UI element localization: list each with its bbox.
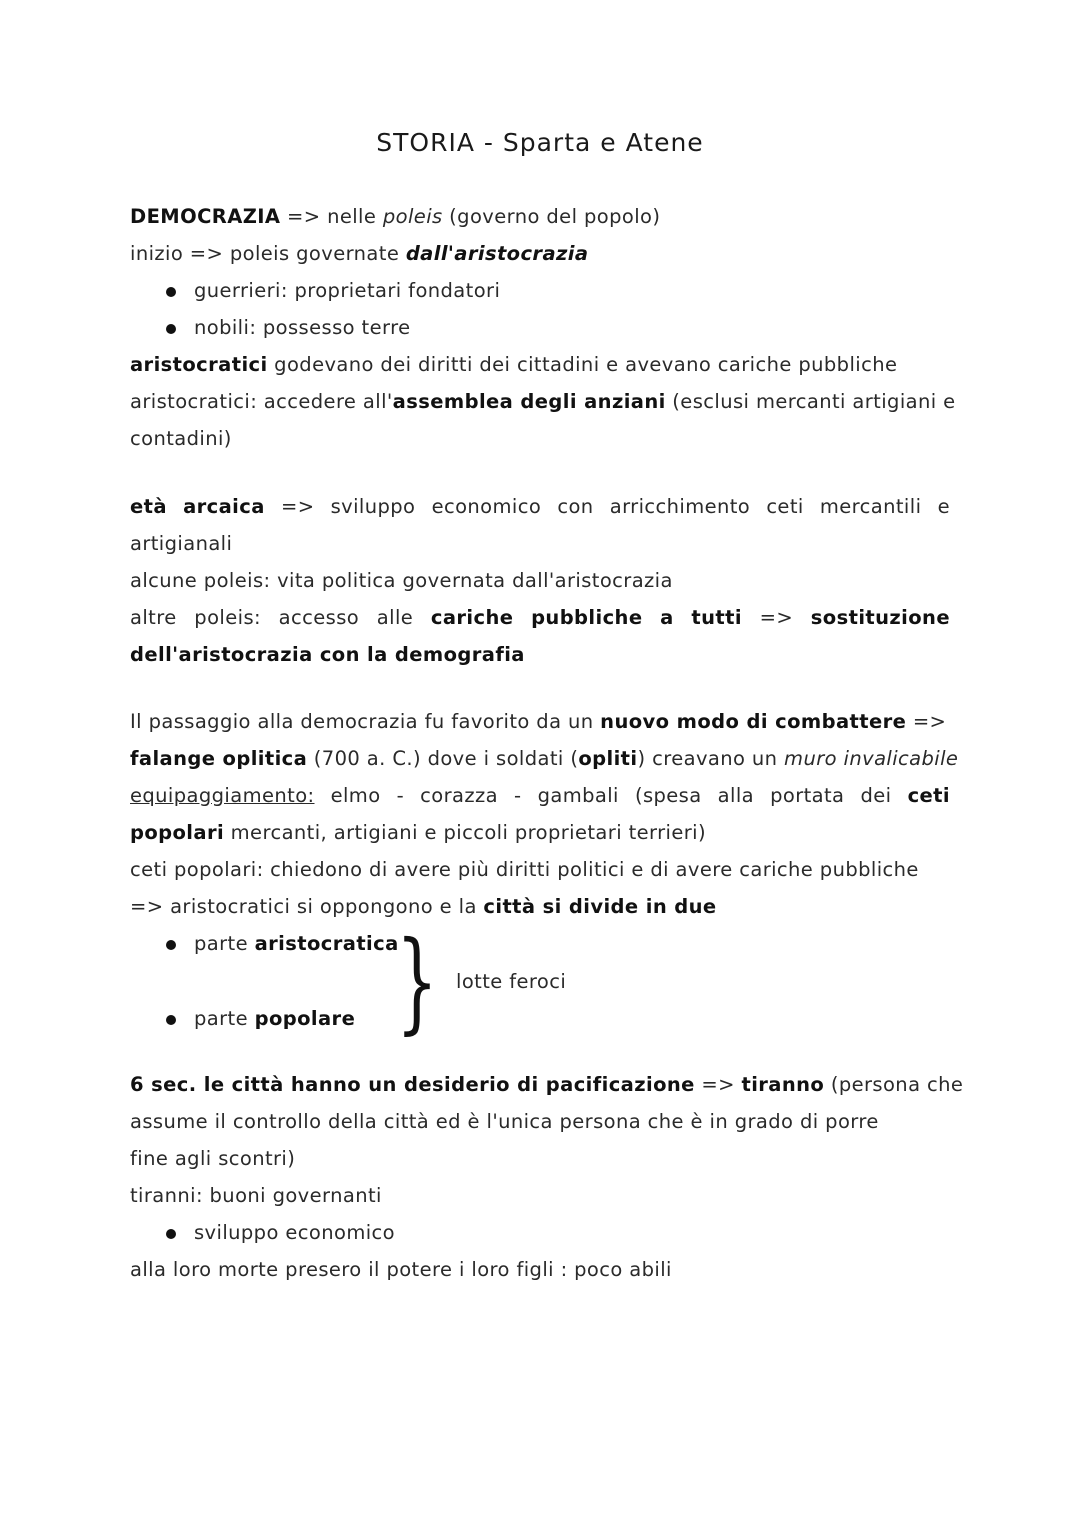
text: parte bbox=[194, 1007, 255, 1030]
bullet-dot bbox=[166, 324, 176, 334]
contadini-line: contadini) bbox=[130, 427, 232, 450]
assume-line: assume il controllo della città ed è l'unica persona che è in grado di porre bbox=[130, 1110, 879, 1133]
word: ceti bbox=[766, 495, 804, 518]
morte-line: alla loro morte presero il potere i loro figli : poco abili bbox=[130, 1258, 672, 1281]
term-tiranno: tiranno bbox=[741, 1073, 825, 1096]
bullet-sviluppo: sviluppo economico bbox=[194, 1221, 395, 1244]
text: (governo del popolo) bbox=[442, 205, 661, 228]
popolari-line bbox=[130, 818, 950, 848]
word: con bbox=[557, 495, 594, 518]
text-italic: muro invalicabile bbox=[784, 747, 959, 770]
bullet-dot bbox=[166, 1015, 176, 1025]
bullet-parte-aristocratica bbox=[194, 929, 399, 959]
bullet-nobili: nobili: possesso terre bbox=[194, 316, 411, 339]
aristocratici-line bbox=[130, 350, 950, 380]
fine-scontri-line: fine agli scontri) bbox=[130, 1147, 296, 1170]
word: accesso bbox=[278, 606, 360, 629]
term-aristocrazia: dall'aristocrazia bbox=[405, 242, 589, 265]
word: - bbox=[514, 784, 522, 807]
word: alla bbox=[717, 784, 755, 807]
word: età bbox=[130, 495, 167, 518]
word: arcaica bbox=[183, 495, 265, 518]
text: aristocratici: accedere all' bbox=[130, 390, 393, 413]
word: portata bbox=[770, 784, 845, 807]
text: parte bbox=[194, 932, 255, 955]
artigianali-line: artigianali bbox=[130, 532, 233, 555]
term-aristocratica: aristocratica bbox=[254, 932, 399, 955]
demografia-line: dell'aristocrazia con la demografia bbox=[130, 643, 525, 666]
word: sviluppo bbox=[330, 495, 416, 518]
curly-brace-icon: } bbox=[396, 917, 438, 1045]
text: => bbox=[694, 1073, 742, 1096]
democrazia-line bbox=[130, 202, 950, 232]
word: dei bbox=[860, 784, 892, 807]
term-opliti: opliti bbox=[578, 747, 638, 770]
sesto-secolo-line bbox=[130, 1070, 964, 1100]
citta-divide-line bbox=[130, 892, 950, 922]
text: godevano dei diritti dei cittadini e avevano cariche pubbliche bbox=[267, 353, 898, 376]
text: (700 a. C.) dove i soldati ( bbox=[307, 747, 579, 770]
term-popolare: popolare bbox=[254, 1007, 356, 1030]
term-falange: falange oplitica bbox=[130, 747, 308, 770]
tiranni-line: tiranni: buoni governanti bbox=[130, 1184, 382, 1207]
passaggio-line bbox=[130, 707, 950, 737]
term-citta-divide: città si divide in due bbox=[483, 895, 717, 918]
word: - bbox=[396, 784, 405, 807]
word: cariche bbox=[430, 606, 514, 629]
word: corazza bbox=[420, 784, 498, 807]
word: altre bbox=[130, 606, 177, 629]
text: mercanti, artigiani e piccoli proprietari terrieri) bbox=[224, 821, 707, 844]
word: a bbox=[660, 606, 674, 629]
word: pubbliche bbox=[531, 606, 643, 629]
word: => bbox=[280, 495, 315, 518]
text-italic: poleis bbox=[382, 205, 443, 228]
bullet-dot bbox=[166, 287, 176, 297]
falange-line bbox=[130, 744, 959, 774]
word: tutti bbox=[691, 606, 742, 629]
assemblea-line bbox=[130, 387, 956, 417]
term-equipaggiamento: equipaggiamento: bbox=[130, 784, 315, 807]
word: e bbox=[937, 495, 950, 518]
text: Il passaggio alla democrazia fu favorito da un bbox=[130, 710, 601, 733]
brace-note: lotte feroci bbox=[456, 970, 567, 993]
bullet-guerrieri: guerrieri: proprietari fondatori bbox=[194, 279, 501, 302]
page-title: STORIA - Sparta e Atene bbox=[376, 128, 704, 157]
term-assemblea: assemblea degli anziani bbox=[392, 390, 666, 413]
term-nuovo-modo: nuovo modo di combattere bbox=[600, 710, 907, 733]
word: alle bbox=[376, 606, 414, 629]
word: poleis: bbox=[194, 606, 261, 629]
term-pacificazione: 6 sec. le città hanno un desiderio di pacificazione bbox=[130, 1073, 695, 1096]
word: arricchimento bbox=[609, 495, 751, 518]
text: => aristocratici si oppongono e la bbox=[130, 895, 484, 918]
text: (esclusi mercanti artigiani e bbox=[665, 390, 956, 413]
text: ) creavano un bbox=[637, 747, 785, 770]
text: => nelle bbox=[280, 205, 383, 228]
word: => bbox=[759, 606, 794, 629]
equipaggiamento-line bbox=[130, 781, 950, 811]
word: (spesa bbox=[634, 784, 702, 807]
eta-arcaica-line bbox=[130, 492, 950, 522]
word: sostituzione bbox=[810, 606, 950, 629]
word: elmo bbox=[330, 784, 381, 807]
altre-poleis-line bbox=[130, 603, 950, 633]
text: => bbox=[906, 710, 947, 733]
bullet-dot bbox=[166, 1229, 176, 1239]
text: inizio => poleis governate bbox=[130, 242, 406, 265]
term-democrazia: DEMOCRAZIA bbox=[130, 205, 281, 228]
ceti-popolari-line: ceti popolari: chiedono di avere più diritti politici e di avere cariche pubbliche bbox=[130, 858, 919, 881]
bullet-parte-popolare bbox=[194, 1004, 355, 1034]
inizio-line bbox=[130, 239, 950, 269]
bullet-dot bbox=[166, 940, 176, 950]
term-aristocratici: aristocratici bbox=[130, 353, 268, 376]
word: gambali bbox=[537, 784, 619, 807]
word: mercantili bbox=[819, 495, 922, 518]
text: (persona che bbox=[824, 1073, 964, 1096]
word: ceti bbox=[907, 784, 950, 807]
alcune-poleis-line: alcune poleis: vita politica governata dall'aristocrazia bbox=[130, 569, 673, 592]
word: economico bbox=[431, 495, 542, 518]
term-popolari: popolari bbox=[130, 821, 225, 844]
